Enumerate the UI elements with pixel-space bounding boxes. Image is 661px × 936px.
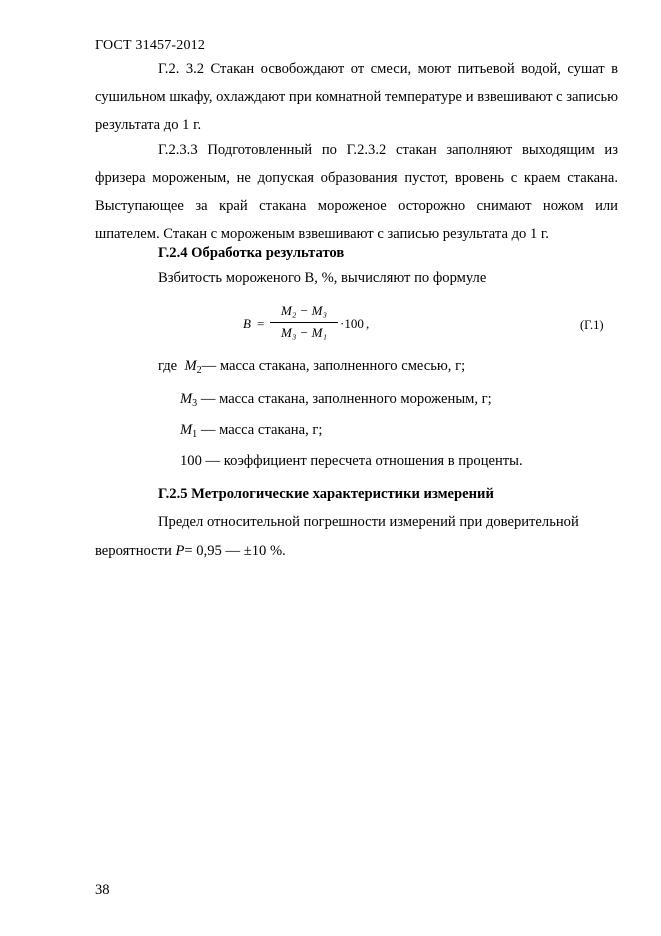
metrology-line-2-post: = 0,95 — ±10 %. [184,543,286,559]
definition-m1 [180,422,322,440]
symbol-m3: M [180,391,193,407]
definition-m3 [180,391,492,409]
subscript-m2: 2 [196,365,202,376]
definition-m2 [158,358,465,376]
definition-m2-text: — масса стакана, заполненного смесью, г; [201,358,466,374]
definition-lead: где [158,358,178,374]
formula-comma: , [366,316,370,331]
formula-numerator: M₂ − M₃ [281,303,327,318]
page-number: 38 [95,882,110,898]
formula-denominator: M₃ − M₁ [281,325,327,340]
formula-g1 [243,303,403,343]
formula-number: (Г.1) [580,318,604,332]
fraction-bar [270,322,338,323]
metrology-line-1: Предел относительной погрешности измерений при доверительной [158,514,579,530]
definition-100: 100 — коэффициент пересчета отношения в проценты. [180,453,523,469]
document-header: ГОСТ 31457-2012 [95,38,206,53]
formula-equals: = [257,316,265,331]
metrology-line-2-pre: вероятности [95,543,176,559]
symbol-p: P [175,543,185,559]
symbol-m1: M [180,422,193,438]
formula-intro: Взбитость мороженого В, %, вычисляют по формуле [158,270,487,286]
paragraph-g233: Г.2.3.3 Подготовленный по Г.2.3.2 стакан заполняют выходящим из фризера мороженым, не допуская образования пустот, вровень с краем стакана. Выступающее за край стакана мороженое осторожно снимают ножом или шпателем. Стакан с мороженым взвешивают с записью результата до 1 г. [95,142,618,242]
symbol-m2: M [184,358,197,374]
formula-lhs: B [243,316,251,331]
definition-m3-text: — масса стакана, заполненного мороженым, г; [197,391,492,407]
metrology-line-2 [95,543,286,560]
definition-m1-text: — масса стакана, г; [197,422,323,438]
subscript-m1: 1 [192,429,198,440]
section-heading-g24: Г.2.4 Обработка результатов [158,245,345,261]
paragraph-g232: Г.2. 3.2 Стакан освобождают от смеси, моют питьевой водой, сушат в сушильном шкафу, охлаждают при комнатной температуре и взвешивают с записью результата до 1 г. [95,61,618,133]
subscript-m3: 3 [192,398,198,409]
formula-multiplier: ·100 [340,316,364,331]
section-heading-g25: Г.2.5 Метрологические характеристики измерений [158,486,494,502]
